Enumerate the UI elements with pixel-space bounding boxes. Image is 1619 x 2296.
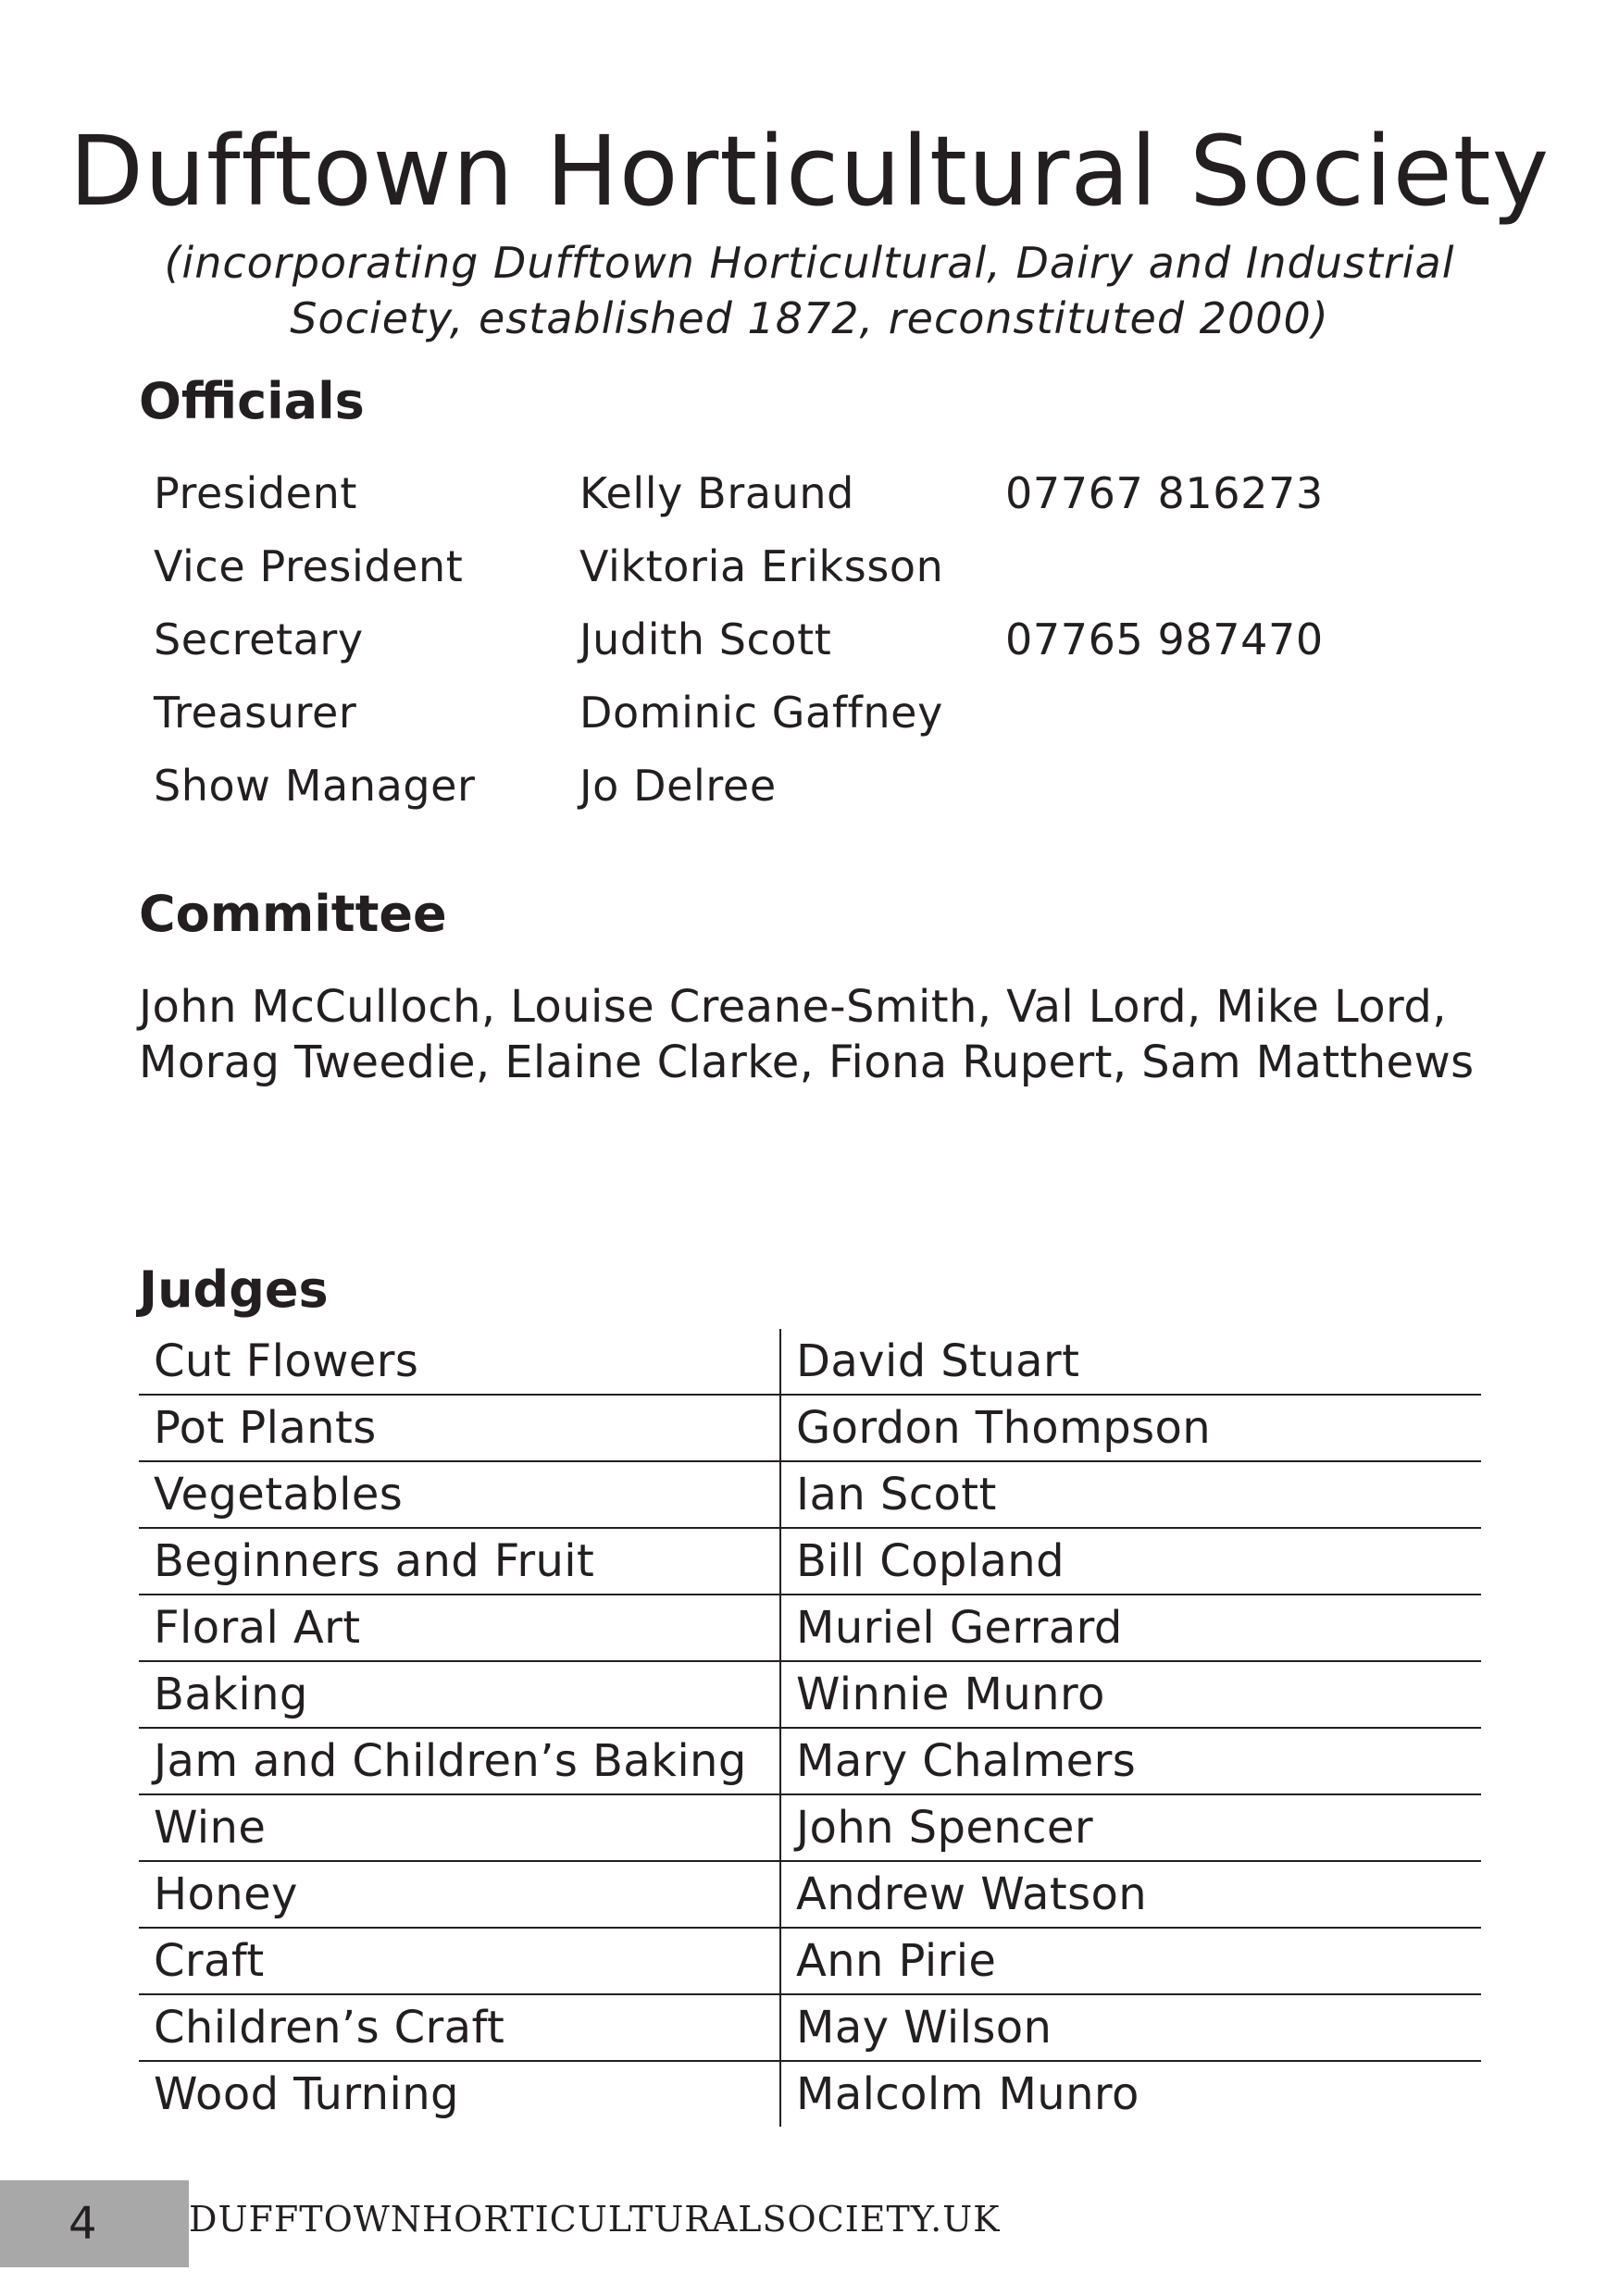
subtitle-line-2: Society, established 1872, reconstituted 2000) (290, 293, 1329, 343)
judge-category: Craft (139, 1928, 780, 1994)
table-row (139, 1794, 1481, 1861)
table-row (139, 1661, 1481, 1728)
official-role: Treasurer (154, 688, 357, 738)
table-row (139, 1528, 1481, 1595)
official-name: Jo Delree (579, 761, 777, 811)
table-row (139, 1728, 1481, 1794)
committee-members (139, 979, 1475, 1090)
official-row-secretary (154, 607, 1450, 672)
judge-category: Baking (139, 1661, 780, 1728)
judge-category: Floral Art (139, 1595, 780, 1661)
subtitle (0, 235, 1619, 346)
committee-heading: Committee (139, 885, 447, 943)
judge-name: Andrew Watson (780, 1861, 1481, 1928)
official-role: Secretary (154, 614, 364, 664)
committee-line-1: John McCulloch, Louise Creane-Smith, Val Lord, Mike Lord, (139, 981, 1447, 1033)
judge-category: Children’s Craft (139, 1994, 780, 2061)
official-role: Vice President (154, 541, 464, 591)
judges-table (139, 1329, 1481, 2127)
judge-category: Cut Flowers (139, 1329, 780, 1395)
judge-name: Gordon Thompson (780, 1395, 1481, 1461)
official-row-show-manager (154, 753, 1450, 818)
judge-name: Winnie Munro (780, 1661, 1481, 1728)
official-role: President (154, 468, 357, 518)
judge-category: Pot Plants (139, 1395, 780, 1461)
judge-category: Honey (139, 1861, 780, 1928)
official-row-president (154, 461, 1450, 526)
table-row (139, 1861, 1481, 1928)
official-row-vice-president (154, 534, 1450, 599)
judge-name: Bill Copland (780, 1528, 1481, 1595)
official-name: Judith Scott (579, 614, 832, 664)
table-row (139, 2061, 1481, 2127)
judge-category: Wine (139, 1794, 780, 1861)
table-row (139, 1395, 1481, 1461)
table-row (139, 1994, 1481, 2061)
official-role: Show Manager (154, 761, 476, 811)
subtitle-line-1: (incorporating Dufftown Horticultural, Dairy and Industrial (164, 238, 1455, 288)
table-row (139, 1329, 1481, 1395)
judge-category: Wood Turning (139, 2061, 780, 2127)
judge-name: David Stuart (780, 1329, 1481, 1395)
judge-category: Beginners and Fruit (139, 1528, 780, 1595)
committee-line-2: Morag Tweedie, Elaine Clarke, Fiona Rupert, Sam Matthews (139, 1036, 1475, 1088)
judge-name: John Spencer (780, 1794, 1481, 1861)
table-row (139, 1461, 1481, 1528)
table-row (139, 1595, 1481, 1661)
judge-category: Jam and Children’s Baking (139, 1728, 780, 1794)
official-row-treasurer (154, 680, 1450, 745)
official-name: Dominic Gaffney (579, 688, 943, 738)
official-name: Kelly Braund (579, 468, 854, 518)
judge-name: Malcolm Munro (796, 2068, 1140, 2120)
official-phone: 07765 987470 (1005, 614, 1324, 664)
page-number: 4 (0, 2180, 189, 2267)
judge-name: Mary Chalmers (780, 1728, 1481, 1794)
website-link[interactable]: DUFFTOWNHORTICULTURALSOCIETY.UK (189, 2199, 1001, 2240)
official-name: Viktoria Eriksson (579, 541, 944, 591)
judge-category: Vegetables (139, 1461, 780, 1528)
official-phone: 07767 816273 (1005, 468, 1324, 518)
judge-name: Ian Scott (780, 1461, 1481, 1528)
judge-name: Ann Pirie (780, 1928, 1481, 1994)
page-title: Dufftown Horticultural Society (68, 115, 1551, 228)
table-row (139, 1928, 1481, 1994)
judge-name: May Wilson (780, 1994, 1481, 2061)
officials-heading: Officials (139, 372, 365, 430)
judges-heading: Judges (139, 1260, 329, 1319)
judge-name: Muriel Gerrard (780, 1595, 1481, 1661)
